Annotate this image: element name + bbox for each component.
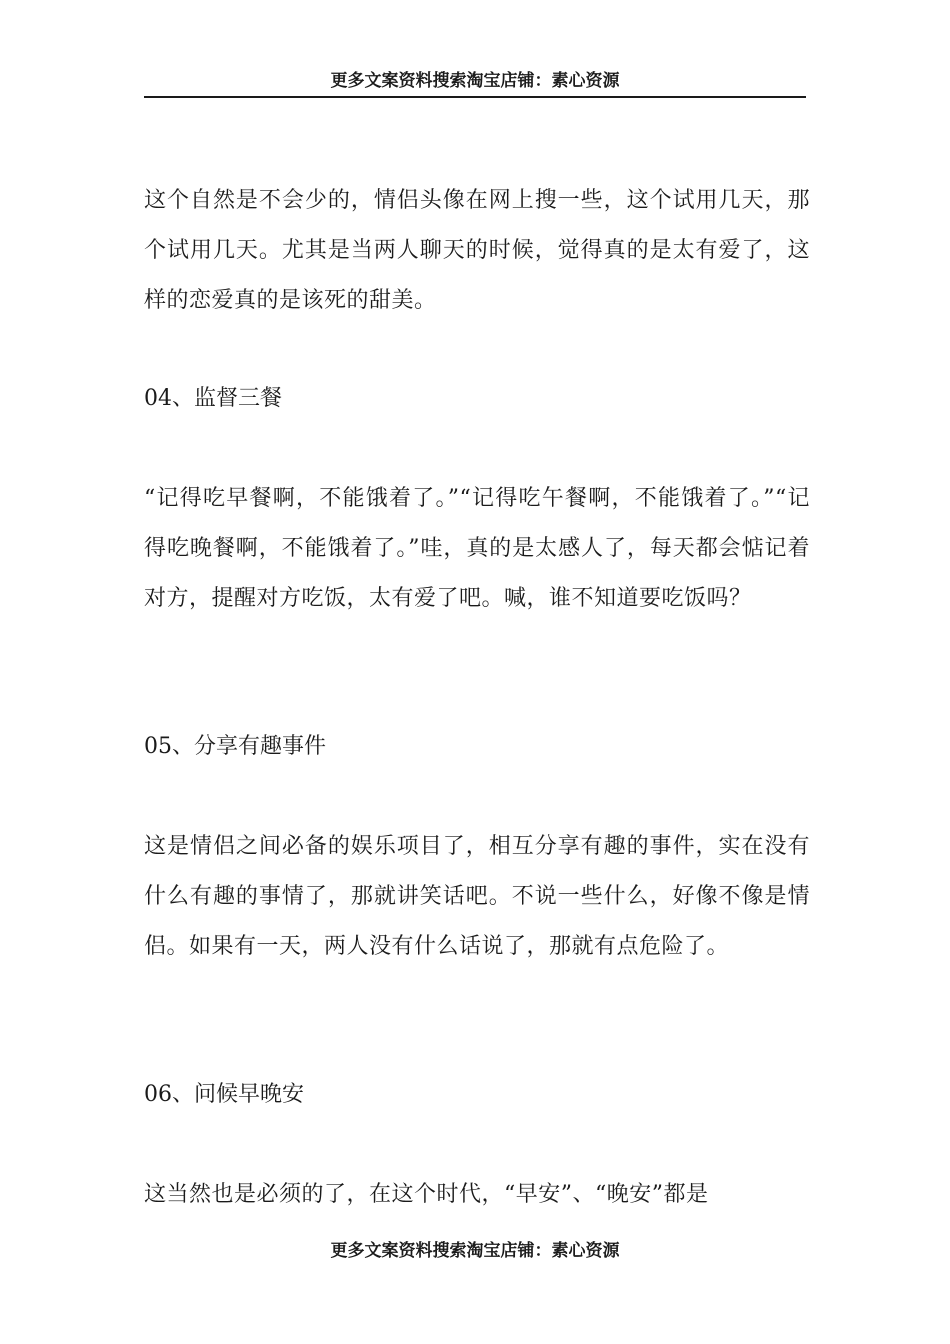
paragraph-fun-events: 这是情侣之间必备的娱乐项目了，相互分享有趣的事件，实在没有什么有趣的事情了，那就讲笑话吧。不说一些什么，好像不像是情侣。如果有一天，两人没有什么话说了，那就有点危险了。 xyxy=(144,834,810,959)
section-heading-05: 05、分享有趣事件 xyxy=(144,734,326,759)
section-heading-06: 06、问候早晚安 xyxy=(144,1082,304,1107)
page-header: 更多文案资料搜索淘宝店铺：素心资源 xyxy=(144,68,806,98)
section-heading-04: 04、监督三餐 xyxy=(144,386,282,411)
paragraph-greetings: 这当然也是必须的了，在这个时代，“早安”、“晚安”都是 xyxy=(144,1182,709,1207)
page-footer: 更多文案资料搜索淘宝店铺：素心资源 xyxy=(330,1241,620,1261)
paragraph-meals: “记得吃早餐啊，不能饿着了。”“记得吃午餐啊，不能饿着了。”“记得吃晚餐啊，不能饿着了。”哇，真的是太感人了，每天都会惦记着对方，提醒对方吃饭，太有爱了吧。喊，谁不知道要吃饭吗？ xyxy=(144,486,810,611)
paragraph-avatars: 这个自然是不会少的，情侣头像在网上搜一些，这个试用几天，那个试用几天。尤其是当两人聊天的时候，觉得真的是太有爱了，这样的恋爱真的是该死的甜美。 xyxy=(144,188,810,313)
